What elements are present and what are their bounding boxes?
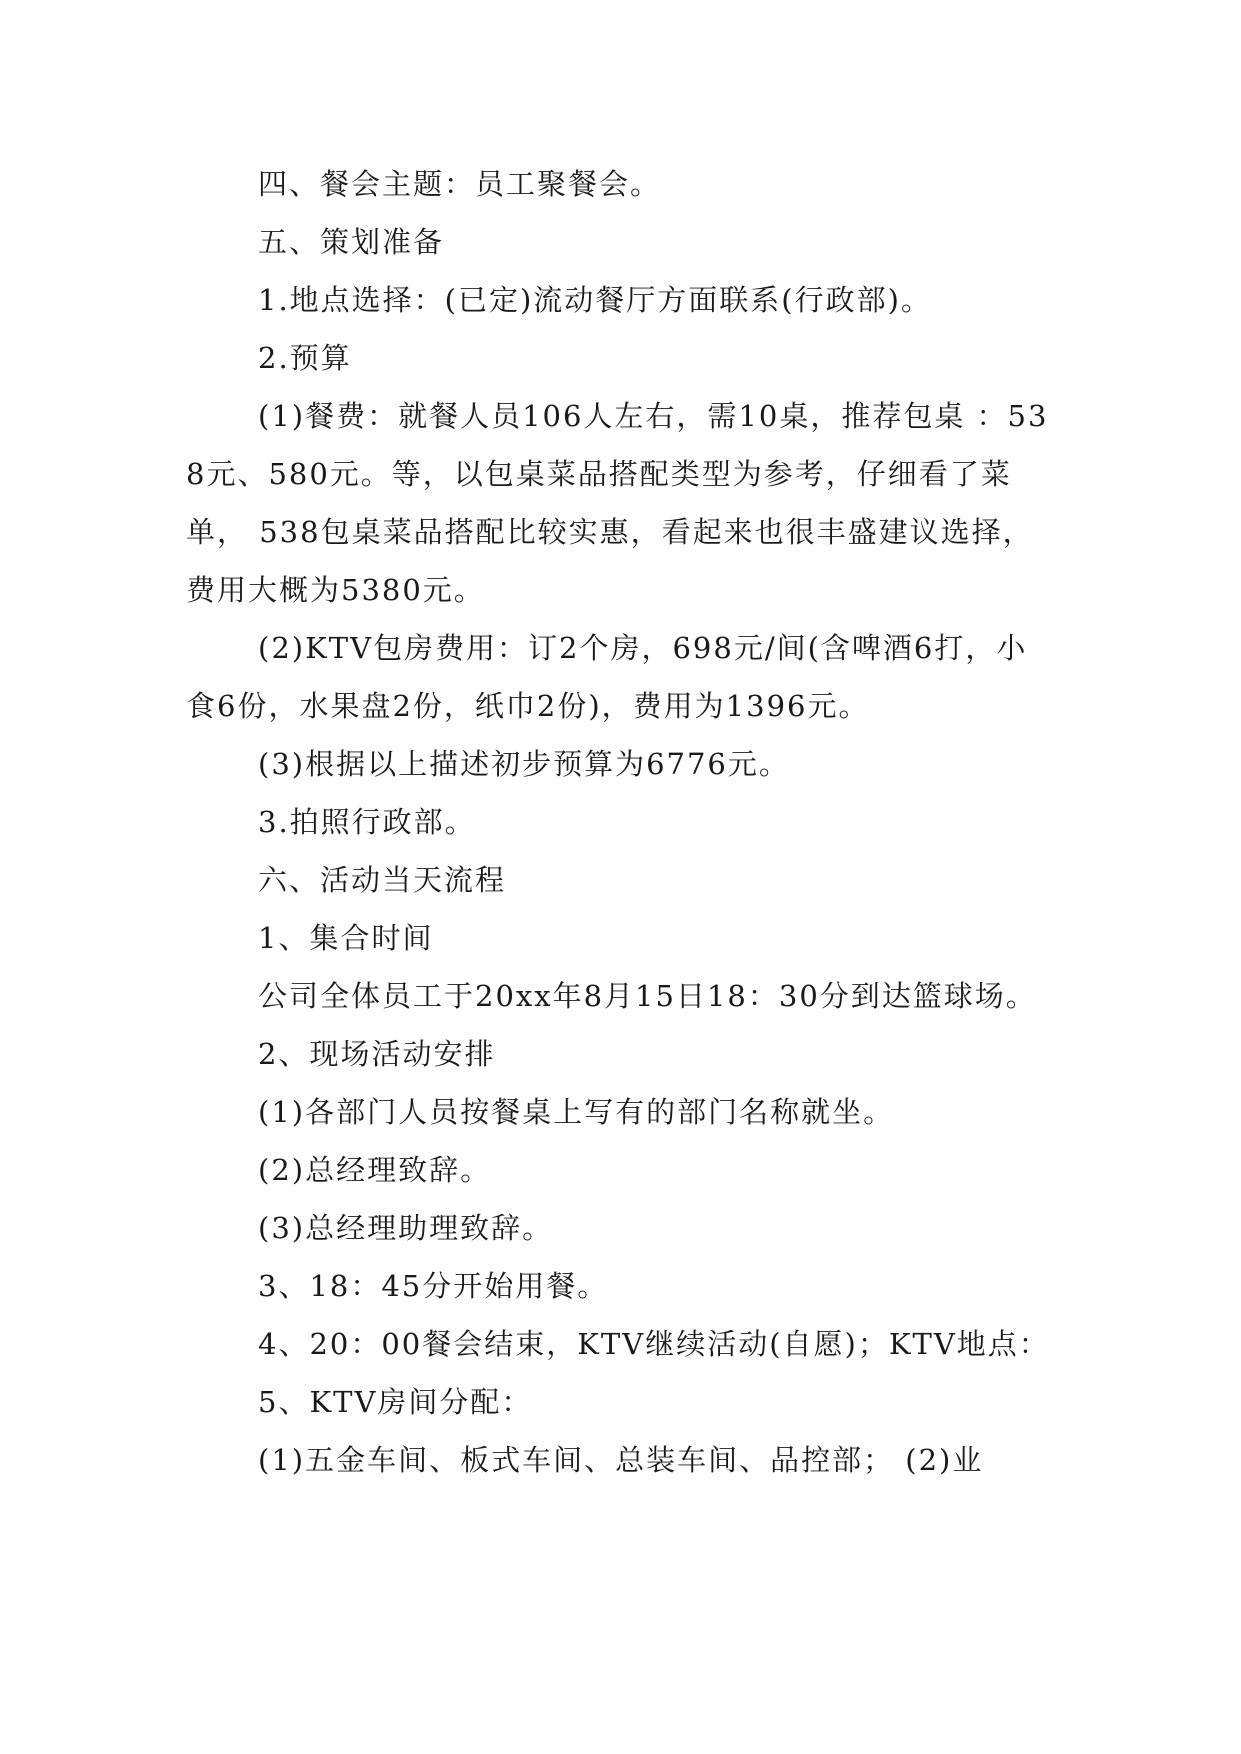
paragraph-budget-heading: 2.预算 — [258, 341, 352, 375]
paragraph-total-budget: (3)根据以上描述初步预算为6776元。 — [258, 747, 790, 781]
paragraph-photo: 3.拍照行政部。 — [258, 805, 476, 839]
paragraph-meal-start: 3、18：45分开始用餐。 — [258, 1269, 609, 1303]
paragraph-ktv-cost: (2)KTV包房费用：订2个房，698元/间(含啤酒6打，小食6份，水果盘2份，纸巾2份)，费用为1396元。 — [186, 631, 1028, 723]
paragraph-seating: (1)各部门人员按餐桌上写有的部门名称就坐。 — [258, 1095, 895, 1129]
paragraph-meal-end: 4、20：00餐会结束，KTV继续活动(自愿)；KTV地点： — [258, 1327, 1050, 1361]
paragraph-assistant-speech: (3)总经理助理致辞。 — [258, 1211, 554, 1245]
paragraph-onsite-heading: 2、现场活动安排 — [258, 1037, 496, 1071]
paragraph-gathering-heading: 1、集合时间 — [258, 921, 434, 955]
section-heading-theme: 四、餐会主题：员工聚餐会。 — [258, 167, 662, 201]
section-heading-preparation: 五、策划准备 — [258, 225, 445, 259]
paragraph-ktv-rooms: (1)五金车间、板式车间、总装车间、品控部； (2)业 — [258, 1443, 984, 1477]
paragraph-gm-speech: (2)总经理致辞。 — [258, 1153, 492, 1187]
paragraph-ktv-rooms-heading: 5、KTV房间分配： — [258, 1385, 533, 1419]
section-heading-schedule: 六、活动当天流程 — [258, 863, 507, 897]
paragraph-location: 1.地点选择：(已定)流动餐厅方面联系(行政部)。 — [258, 283, 932, 317]
paragraph-gathering-time: 公司全体员工于20xx年8月15日18：30分到达篮球场。 — [258, 979, 1037, 1013]
paragraph-meal-cost: (1)餐费：就餐人员106人左右，需10桌，推荐包桌 ：538元、580元。等，以包桌菜品搭配类型为参考，仔细看了菜单， 538包桌菜品搭配比较实惠，看起来也很丰盛建议选择，费用大概为5380元。 — [186, 399, 1049, 607]
document-body — [186, 155, 1056, 1489]
